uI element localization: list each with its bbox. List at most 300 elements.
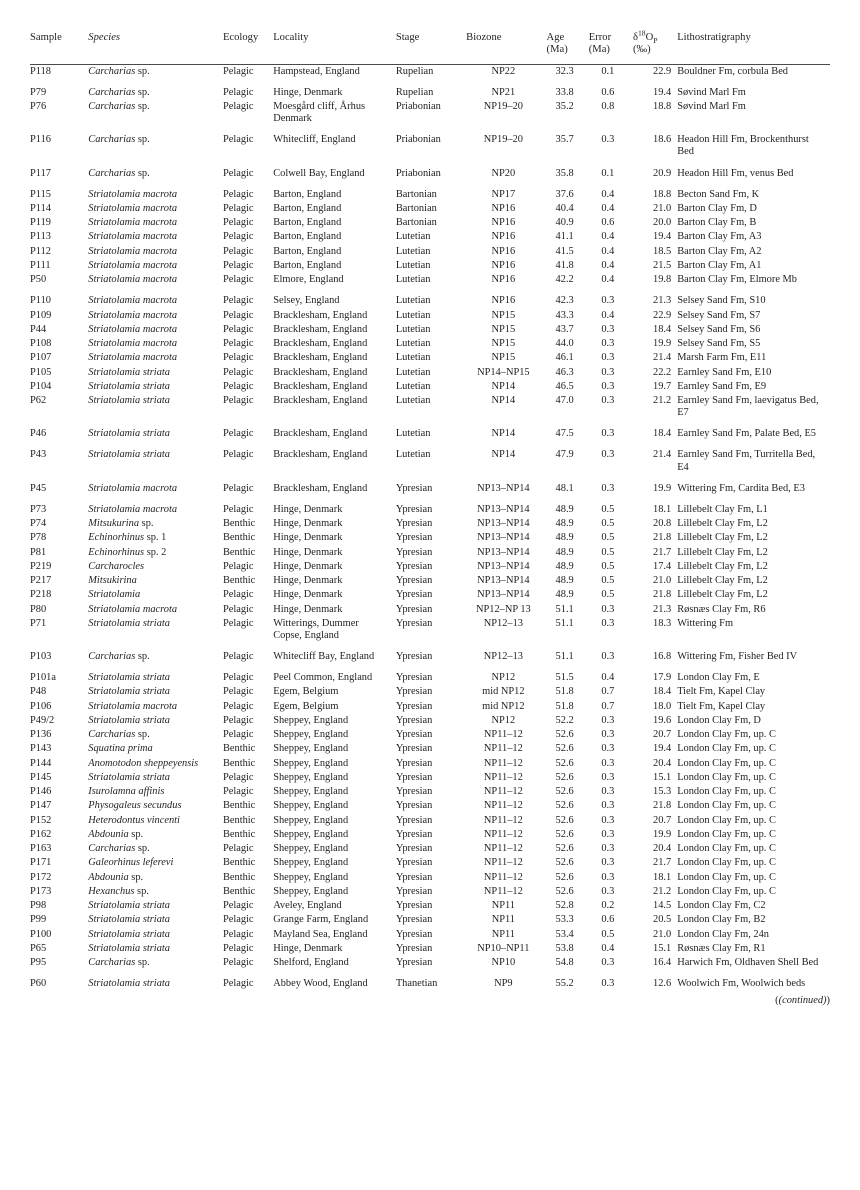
cell-lithostratigraphy: Wittering Fm, Cardita Bed, E3 [677, 482, 805, 494]
table-header [30, 28, 830, 64]
table-row [30, 885, 830, 899]
cell-stage: Lutetian [395, 428, 431, 440]
cell-stage: Lutetian [395, 231, 431, 243]
cell-sample: P43 [30, 449, 47, 461]
cell-locality: Mayland Sea, England [273, 928, 368, 940]
cell-stage: Lutetian [395, 380, 431, 392]
cell-biozone: NP16 [491, 245, 516, 257]
cell-isotope: 21.4 [653, 449, 672, 461]
cell-locality: Elmore, England [273, 274, 344, 286]
cell-ecology: Pelagic [222, 672, 254, 684]
cell-isotope: 20.9 [653, 167, 672, 179]
cell-sample: P71 [30, 617, 47, 629]
cell-error: 0.4 [601, 274, 615, 286]
cell-error: 0.4 [601, 188, 615, 200]
cell-error: 0.5 [601, 560, 615, 572]
cell-ecology: Pelagic [222, 503, 254, 515]
cell-lithostratigraphy: London Clay Fm, up. C [677, 814, 776, 826]
cell-isotope: 19.4 [653, 231, 672, 243]
table-row [30, 160, 830, 181]
cell-ecology: Pelagic [222, 428, 254, 440]
cell-ecology: Pelagic [222, 771, 254, 783]
cell-sample: P106 [30, 700, 52, 712]
cell-ecology: Pelagic [222, 714, 254, 726]
cell-biozone: NP11–12 [483, 729, 523, 741]
cell-ecology: Benthic [222, 828, 256, 840]
cell-stage: Ypresian [395, 603, 433, 615]
cell-isotope: 20.7 [653, 729, 672, 741]
cell-species: Striatolamia striata [88, 449, 170, 461]
cell-locality: Abbey Wood, England [273, 978, 368, 990]
cell-biozone: NP12–NP 13 [475, 603, 531, 615]
cell-sample: P105 [30, 366, 52, 378]
cell-age: 51.1 [555, 603, 574, 615]
cell-locality: Bracklesham, England [273, 309, 368, 321]
cell-biozone: NP22 [491, 65, 516, 77]
table-row [30, 496, 830, 517]
cell-lithostratigraphy: London Clay Fm, up. C [677, 771, 776, 783]
table-row [30, 643, 830, 664]
cell-lithostratigraphy: Lillebelt Clay Fm, L2 [677, 560, 768, 572]
cell-species: Carcharias sp. [88, 167, 150, 179]
cell-isotope: 20.8 [653, 518, 672, 530]
cell-lithostratigraphy: Barton Clay Fm, A3 [677, 231, 762, 243]
cell-ecology: Pelagic [222, 217, 254, 229]
cell-isotope: 21.8 [653, 589, 672, 601]
cell-age: 52.6 [555, 729, 574, 741]
cell-ecology: Pelagic [222, 603, 254, 615]
cell-biozone: NP12 [491, 672, 516, 684]
cell-age: 35.7 [555, 134, 574, 146]
table-row [30, 617, 830, 643]
cell-biozone: NP13–NP14 [477, 503, 530, 515]
table-row [30, 365, 830, 379]
cell-sample: P44 [30, 323, 47, 335]
cell-stage: Ypresian [395, 617, 433, 629]
cell-error: 0.3 [601, 757, 615, 769]
cell-sample: P99 [30, 914, 47, 926]
table-row [30, 700, 830, 714]
cell-species: Striatolamia striata [88, 395, 170, 407]
cell-ecology: Benthic [222, 546, 256, 558]
column-header-error [589, 32, 633, 64]
cell-error: 0.3 [601, 729, 615, 741]
cell-locality: Barton, England [273, 245, 342, 257]
cell-locality: Witterings, Dummer Copse, England [273, 617, 359, 641]
cell-isotope: 19.9 [653, 828, 672, 840]
cell-error: 0.3 [601, 885, 615, 897]
cell-sample: P118 [30, 65, 51, 77]
cell-lithostratigraphy: Becton Sand Fm, K [677, 188, 760, 200]
cell-lithostratigraphy: Wittering Fm [677, 617, 734, 629]
cell-isotope: 18.6 [653, 134, 672, 146]
cell-age: 51.1 [555, 651, 574, 663]
cell-lithostratigraphy: Røsnæs Clay Fm, R1 [677, 942, 766, 954]
cell-biozone: NP14 [491, 449, 516, 461]
cell-locality: Hinge, Denmark [273, 603, 343, 615]
cell-isotope: 21.8 [653, 532, 672, 544]
cell-locality: Bracklesham, England [273, 338, 368, 350]
cell-stage: Ypresian [395, 942, 433, 954]
cell-stage: Ypresian [395, 518, 433, 530]
species-suffix: sp. [128, 871, 144, 883]
cell-stage: Rupelian [395, 86, 434, 98]
cell-species: Carcharias sp. [88, 101, 150, 113]
cell-species: Abdounia sp. [88, 828, 144, 840]
cell-biozone: NP16 [491, 231, 516, 243]
cell-locality: Whitecliff Bay, England [273, 651, 375, 663]
cell-error: 0.6 [601, 86, 615, 98]
cell-locality: Selsey, England [273, 295, 340, 307]
cell-ecology: Pelagic [222, 366, 254, 378]
table-row [30, 574, 830, 588]
column-header-species: Species [88, 32, 223, 64]
table-row [30, 871, 830, 885]
cell-ecology: Pelagic [222, 900, 254, 912]
table-row [30, 814, 830, 828]
cell-lithostratigraphy: London Clay Fm, B2 [677, 914, 766, 926]
cell-sample: P144 [30, 757, 52, 769]
cell-error: 0.3 [601, 295, 615, 307]
table-row [30, 181, 830, 202]
cell-error: 0.4 [601, 942, 615, 954]
cell-sample: P109 [30, 309, 52, 321]
cell-error: 0.5 [601, 503, 615, 515]
cell-species: Abdounia sp. [88, 871, 144, 883]
cell-lithostratigraphy: London Clay Fm, C2 [677, 900, 766, 912]
cell-locality: Grange Farm, England [273, 914, 369, 926]
cell-age: 51.8 [555, 700, 574, 712]
cell-isotope: 18.1 [653, 503, 672, 515]
table-row [30, 714, 830, 728]
species-suffix: sp. 1 [144, 532, 167, 544]
cell-biozone: NP11–12 [483, 885, 523, 897]
table-row [30, 956, 830, 970]
table-body [30, 64, 830, 991]
cell-locality: Sheppey, England [273, 828, 349, 840]
cell-isotope: 21.7 [653, 857, 672, 869]
cell-ecology: Pelagic [222, 978, 254, 990]
species-suffix: sp. [135, 134, 150, 146]
cell-ecology: Pelagic [222, 843, 254, 855]
species-suffix: sp. [139, 518, 154, 530]
cell-error: 0.4 [601, 672, 615, 684]
cell-stage: Ypresian [395, 800, 433, 812]
cell-age: 41.5 [555, 245, 574, 257]
cell-sample: P162 [30, 828, 52, 840]
cell-age: 51.1 [555, 617, 574, 629]
cell-species: Carcharias sp. [88, 957, 150, 969]
cell-species: Striatolamia macrota [88, 231, 178, 243]
cell-biozone: NP11 [491, 914, 515, 926]
cell-species: Heterodontus vincenti [88, 814, 180, 826]
column-header-age [547, 32, 589, 64]
cell-isotope: 21.2 [653, 885, 672, 897]
cell-sample: P152 [30, 814, 52, 826]
cell-lithostratigraphy: Tielt Fm, Kapel Clay [677, 686, 766, 698]
cell-biozone: NP11–12 [483, 857, 523, 869]
cell-locality: Hampstead, England [273, 65, 360, 77]
cell-biozone: NP20 [491, 167, 516, 179]
cell-error: 0.3 [601, 366, 615, 378]
cell-lithostratigraphy: Lillebelt Clay Fm, L1 [677, 503, 768, 515]
cell-error: 0.3 [601, 814, 615, 826]
cell-sample: P74 [30, 518, 47, 530]
cell-locality: Barton, England [273, 202, 342, 214]
cell-isotope: 19.9 [653, 338, 672, 350]
cell-biozone: NP11–12 [483, 843, 523, 855]
cell-ecology: Pelagic [222, 560, 254, 572]
cell-ecology: Pelagic [222, 259, 254, 271]
cell-biozone: NP17 [491, 188, 516, 200]
cell-species: Squatina prima [88, 743, 153, 755]
cell-ecology: Pelagic [222, 338, 254, 350]
cell-ecology: Pelagic [222, 231, 254, 243]
cell-species: Galeorhinus leferevi [88, 857, 174, 869]
table-row [30, 475, 830, 496]
cell-species: Striatolamia striata [88, 366, 170, 378]
cell-isotope: 15.1 [653, 942, 672, 954]
cell-ecology: Pelagic [222, 167, 254, 179]
cell-stage: Ypresian [395, 743, 433, 755]
cell-stage: Ypresian [395, 729, 433, 741]
species-suffix: sp. 2 [144, 546, 167, 558]
cell-isotope: 19.6 [653, 714, 672, 726]
cell-species: Striatolamia [88, 589, 141, 601]
cell-species: Striatolamia macrota [88, 259, 178, 271]
cell-lithostratigraphy: Headon Hill Fm, Brockenthurst Bed [677, 134, 809, 158]
table-row [30, 742, 830, 756]
cell-sample: P62 [30, 395, 47, 407]
fossil-isotope-table [30, 28, 830, 992]
cell-sample: P79 [30, 86, 47, 98]
cell-species: Carcharias sp. [88, 65, 150, 77]
cell-age: 52.6 [555, 771, 574, 783]
cell-biozone: NP11 [491, 928, 515, 940]
cell-sample: P110 [30, 295, 51, 307]
cell-sample: P171 [30, 857, 52, 869]
cell-stage: Ypresian [395, 914, 433, 926]
cell-lithostratigraphy: Røsnæs Clay Fm, R6 [677, 603, 766, 615]
cell-ecology: Benthic [222, 532, 256, 544]
cell-stage: Ypresian [395, 700, 433, 712]
cell-locality: Hinge, Denmark [273, 575, 343, 587]
cell-age: 52.6 [555, 857, 574, 869]
cell-isotope: 22.9 [653, 309, 672, 321]
cell-species: Striatolamia macrota [88, 217, 178, 229]
cell-ecology: Benthic [222, 857, 256, 869]
cell-error: 0.5 [601, 575, 615, 587]
cell-locality: Sheppey, England [273, 857, 349, 869]
cell-age: 52.8 [555, 900, 574, 912]
cell-age: 42.3 [555, 295, 574, 307]
cell-biozone: NP16 [491, 274, 516, 286]
cell-sample: P217 [30, 575, 52, 587]
table-row [30, 828, 830, 842]
cell-age: 48.9 [555, 532, 574, 544]
continued-note-text: (continued) [778, 994, 827, 1006]
cell-isotope: 19.8 [653, 274, 672, 286]
cell-species: Striatolamia macrota [88, 503, 178, 515]
cell-species: Striatolamia macrota [88, 274, 178, 286]
cell-ecology: Pelagic [222, 380, 254, 392]
cell-species: Striatolamia macrota [88, 482, 178, 494]
cell-lithostratigraphy: London Clay Fm, up. C [677, 828, 776, 840]
cell-species: Striatolamia striata [88, 942, 170, 954]
cell-isotope: 19.4 [653, 86, 672, 98]
cell-ecology: Pelagic [222, 617, 254, 629]
cell-ecology: Benthic [222, 743, 256, 755]
table-row [30, 420, 830, 441]
cell-sample: P81 [30, 546, 47, 558]
column-header-error-label: Error [588, 32, 612, 43]
cell-sample: P147 [30, 800, 52, 812]
cell-age: 46.1 [555, 352, 574, 364]
cell-biozone: NP16 [491, 202, 516, 214]
table-row [30, 757, 830, 771]
cell-error: 0.3 [601, 871, 615, 883]
cell-sample: P98 [30, 900, 47, 912]
table-row [30, 842, 830, 856]
cell-biozone: NP15 [491, 323, 516, 335]
cell-species: Carcharias sp. [88, 729, 150, 741]
table-row [30, 441, 830, 474]
cell-locality: Bracklesham, England [273, 395, 368, 407]
table-row [30, 337, 830, 351]
species-suffix: sp. [135, 65, 150, 77]
cell-locality: Sheppey, England [273, 814, 349, 826]
table-row [30, 685, 830, 699]
cell-lithostratigraphy: London Clay Fm, up. C [677, 786, 776, 798]
cell-stage: Ypresian [395, 589, 433, 601]
cell-locality: Sheppey, England [273, 743, 349, 755]
cell-isotope: 19.4 [653, 743, 672, 755]
cell-stage: Lutetian [395, 259, 431, 271]
species-suffix: sp. [135, 957, 150, 969]
cell-sample: P173 [30, 885, 52, 897]
table-row [30, 785, 830, 799]
cell-isotope: 21.4 [653, 352, 672, 364]
column-header-ecology: Ecology [223, 32, 273, 64]
table-row [30, 517, 830, 531]
cell-locality: Whitecliff, England [273, 134, 356, 146]
table-row [30, 216, 830, 230]
cell-stage: Ypresian [395, 957, 433, 969]
cell-ecology: Pelagic [222, 245, 254, 257]
cell-ecology: Pelagic [222, 786, 254, 798]
table-row [30, 664, 830, 685]
cell-lithostratigraphy: Lillebelt Clay Fm, L2 [677, 546, 768, 558]
cell-locality: Bracklesham, England [273, 380, 368, 392]
cell-biozone: NP11–12 [483, 771, 523, 783]
cell-isotope: 14.5 [653, 900, 672, 912]
cell-age: 32.3 [555, 65, 574, 77]
cell-species: Carcharias sp. [88, 651, 150, 663]
cell-species: Striatolamia striata [88, 428, 170, 440]
cell-age: 43.7 [555, 323, 574, 335]
column-header-isotope [632, 28, 677, 64]
cell-stage: Ypresian [395, 928, 433, 940]
cell-age: 52.6 [555, 800, 574, 812]
cell-stage: Ypresian [395, 714, 433, 726]
cell-age: 44.0 [555, 338, 574, 350]
cell-lithostratigraphy: Lillebelt Clay Fm, L2 [677, 518, 768, 530]
cell-sample: P78 [30, 532, 47, 544]
cell-error: 0.3 [601, 651, 615, 663]
cell-locality: Hinge, Denmark [273, 546, 343, 558]
cell-sample: P146 [30, 786, 52, 798]
cell-species: Striatolamia striata [88, 380, 170, 392]
cell-sample: P101a [30, 672, 56, 684]
cell-isotope: 21.2 [653, 395, 672, 407]
cell-ecology: Pelagic [222, 651, 254, 663]
cell-ecology: Pelagic [222, 686, 254, 698]
cell-locality: Moesgård cliff, Århus Denmark [273, 101, 366, 125]
cell-age: 52.6 [555, 743, 574, 755]
cell-sample: P65 [30, 942, 47, 954]
cell-locality: Sheppey, England [273, 800, 349, 812]
cell-stage: Lutetian [395, 366, 431, 378]
cell-ecology: Pelagic [222, 295, 254, 307]
cell-sample: P49/2 [30, 714, 55, 726]
cell-species: Carcharocles [88, 560, 145, 572]
cell-biozone: NP13–NP14 [477, 546, 530, 558]
cell-species: Striatolamia striata [88, 978, 170, 990]
cell-age: 48.9 [555, 575, 574, 587]
cell-isotope: 21.5 [653, 259, 672, 271]
table-row [30, 602, 830, 616]
cell-lithostratigraphy: Barton Clay Fm, A1 [677, 259, 762, 271]
cell-stage: Ypresian [395, 814, 433, 826]
cell-error: 0.7 [601, 686, 615, 698]
cell-age: 43.3 [555, 309, 574, 321]
cell-locality: Sheppey, England [273, 714, 349, 726]
cell-biozone: NP16 [491, 295, 516, 307]
cell-locality: Hinge, Denmark [273, 942, 343, 954]
cell-age: 52.6 [555, 814, 574, 826]
species-suffix: sp. [135, 167, 150, 179]
cell-biozone: NP14 [491, 395, 516, 407]
cell-lithostratigraphy: London Clay Fm, up. C [677, 885, 776, 897]
cell-sample: P108 [30, 338, 52, 350]
cell-species: Striatolamia macrota [88, 309, 178, 321]
table-row [30, 351, 830, 365]
cell-stage: Ypresian [395, 843, 433, 855]
cell-stage: Ypresian [395, 786, 433, 798]
cell-species: Striatolamia striata [88, 771, 170, 783]
cell-biozone: NP21 [491, 86, 516, 98]
cell-species: Striatolamia striata [88, 617, 170, 629]
cell-lithostratigraphy: Harwich Fm, Oldhaven Shell Bed [677, 957, 819, 969]
cell-species: Striatolamia macrota [88, 323, 178, 335]
cell-age: 54.8 [555, 957, 574, 969]
cell-sample: P143 [30, 743, 52, 755]
cell-ecology: Pelagic [222, 957, 254, 969]
cell-species: Echinorhinus sp. 2 [88, 546, 167, 558]
cell-lithostratigraphy: London Clay Fm, up. C [677, 757, 776, 769]
cell-error: 0.6 [601, 914, 615, 926]
cell-lithostratigraphy: Søvind Marl Fm [677, 86, 746, 98]
cell-error: 0.3 [601, 449, 615, 461]
cell-isotope: 18.1 [653, 871, 672, 883]
cell-error: 0.4 [601, 309, 615, 321]
table-row [30, 308, 830, 322]
cell-sample: P163 [30, 843, 52, 855]
table-row [30, 588, 830, 602]
cell-ecology: Benthic [222, 871, 256, 883]
table-row [30, 126, 830, 159]
cell-error: 0.3 [601, 978, 615, 990]
